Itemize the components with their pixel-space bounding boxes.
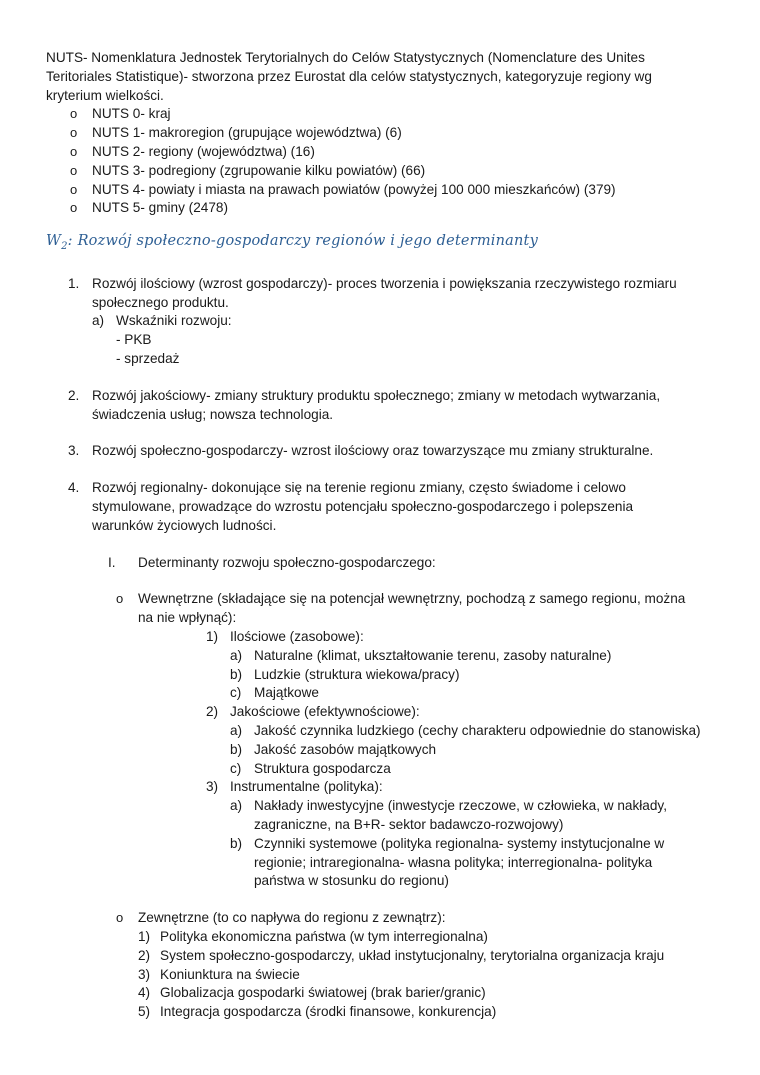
bullet-marker: o: [70, 181, 78, 197]
factor-group: 2) Jakościowe (efektywnościowe): a) Jakość czynnika ludzkiego (cechy charakteru odpowiednie do stanowiska) b) Jakość zasobów majątkowych c) Struktura gospodarcza: [138, 703, 722, 778]
list-item: b) Jakość zasobów majątkowych: [230, 741, 437, 757]
list-item: a) Jakość czynnika ludzkiego (cechy charakteru odpowiednie do stanowiska): [230, 723, 701, 738]
bullet-marker: o: [70, 162, 78, 178]
bullet-marker: o: [70, 143, 78, 159]
list-item: o NUTS 2- regiony (województwa) (16): [46, 143, 722, 162]
document-page: [46, 49, 722, 1022]
list-item: c) Majątkowe: [230, 685, 319, 701]
list-item: a) Nakłady inwestycyjne (inwestycje rzeczowe, w człowieka, w nakłady, zagraniczne, na B+R- sektor badawczo-rozwojowy): [230, 798, 667, 832]
roman-item: I. Determinanty rozwoju społeczno-gospodarczego:: [108, 554, 436, 570]
list-item: o NUTS 0- kraj: [46, 105, 722, 124]
bullet-marker: o: [70, 106, 78, 122]
numbered-item: 4. Rozwój regionalny- dokonujące się na terenie regionu zmiany, często świadome i celowo stymulowane, prowadzące do wzrostu potencjału społeczno-gospodarczego i polepszenia warunków życiowych ludności.: [68, 480, 634, 533]
factor-group: 3) Instrumentalne (polityka): a) Nakłady inwestycyjne (inwestycje rzeczowe, w człowieka, w nakłady, zagraniczne, na B+R- sektor badawczo-rozwojowy) b) Czynniki systemowe (polityka regionalna- systemy instytucjonalne w regionie; intraregionalna- własna polityka; interregionalna- polityka państwa w stosunku do regionu): [138, 778, 722, 891]
bullet-marker: o: [116, 591, 124, 607]
list-item: 3) Koniunktura na świecie: [138, 966, 300, 982]
bullet-marker: o: [70, 200, 78, 216]
numbered-item: 2. Rozwój jakościowy- zmiany struktury produktu społecznego; zmiany w metodach wytwarzania, świadczenia usług; nowsza technologia.: [68, 387, 661, 422]
numbered-item: 3. Rozwój społeczno-gospodarczy- wzrost ilościowy oraz towarzyszące mu zmiany strukturalne.: [68, 443, 654, 459]
numbered-item: 1. Rozwój ilościowy (wzrost gospodarczy)- proces tworzenia i powiększania rzeczywistego rozmiaru społecznego produktu. a) Wskaźniki rozwoju: - PKB - sprzedaż: [46, 275, 722, 369]
list-item: o NUTS 3- podregiony (zgrupowanie kilku powiatów) (66): [46, 162, 722, 181]
bullet-marker: o: [70, 125, 78, 141]
factor-group: 1) Ilościowe (zasobowe): a) Naturalne (klimat, ukształtowanie terenu, zasoby naturalne) b) Ludzkie (struktura wiekowa/pracy) c) Majątkowe: [138, 628, 722, 703]
nuts-list: [46, 105, 722, 218]
list-item: 4) Globalizacja gospodarki światowej (brak barier/granic): [138, 985, 486, 1001]
section-heading: $W_2$: Rozwój społeczno-gospodarczy regionów i jego determinanty: [46, 233, 538, 253]
zewnetrzne-section: o Zewnętrzne (to co napływa do regionu z zewnątrz): 1) Polityka ekonomiczna państwa (w tym interregionalna) 2) System społeczno-gospodarczy, układ instytucjonalny, terytorialna organizacja kraju 3) Koniunktura na świecie 4) Globalizacja gospodarki światowej (brak barier/granic) 5) Integracja gospodarcza (środki finansowe, konkurencja): [46, 909, 722, 1022]
list-item: a) Naturalne (klimat, ukształtowanie terenu, zasoby naturalne): [230, 647, 612, 663]
list-item: b) Czynniki systemowe (polityka regionalna- systemy instytucjonalne w regionie; intraregionalna- własna polityka; interregionalna- polityka państwa w stosunku do regionu): [230, 835, 665, 889]
intro-paragraph: NUTS- Nomenklatura Jednostek Terytorialnych do Celów Statystycznych (Nomenclature des Unites Teritoriales Statistique)- stworzona przez Eurostat dla celów statystycznych, kategoryzuje regiony wg kryterium wielkości.: [46, 50, 652, 103]
list-item: b) Ludzkie (struktura wiekowa/pracy): [230, 666, 460, 682]
bullet-marker: o: [116, 910, 124, 926]
list-item: o NUTS 4- powiaty i miasta na prawach powiatów (powyżej 100 000 mieszkańców) (379): [46, 181, 722, 200]
list-item: 1) Polityka ekonomiczna państwa (w tym interregionalna): [138, 928, 488, 944]
list-item: 5) Integracja gospodarcza (środki finansowe, konkurencja): [138, 1004, 497, 1020]
list-item: o NUTS 5- gminy (2478): [46, 199, 722, 218]
wewnetrzne-section: o Wewnętrzne (składające się na potencjał wewnętrzny, pochodzą z samego regionu, można na nie wpłynąć): 1) Ilościowe (zasobowe): a) Naturalne (klimat, ukształtowanie terenu, zasoby naturalne) b) Ludzkie (struktura wiekowa/pracy) c) Majątkowe 2) Jakościowe (efektywnościowe): a) Jakość czynnika ludzkiego (cechy charakteru odpowiednie do stanowiska) b) Jakość zasobów majątkowych c) Struktura gospodarcza 3) Instrumentalne (polityka): a) Nakłady inwestycyjne (inwestycje rzeczowe, w człowieka, w nakłady, zagraniczne, na B+R- sektor badawczo-rozwojowy) b) Czynniki systemowe (polityka regionalna- systemy instytucjonalne w regionie; intraregionalna- własna polityka; interregionalna- polityka państwa w stosunku do regionu): [46, 590, 722, 891]
list-item: c) Struktura gospodarcza: [230, 760, 391, 776]
list-item: 2) System społeczno-gospodarczy, układ instytucjonalny, terytorialna organizacja kraju: [138, 947, 665, 963]
sub-item: a) Wskaźniki rozwoju: - PKB - sprzedaż: [92, 313, 232, 367]
list-item: o NUTS 1- makroregion (grupujące województwa) (6): [46, 124, 722, 143]
